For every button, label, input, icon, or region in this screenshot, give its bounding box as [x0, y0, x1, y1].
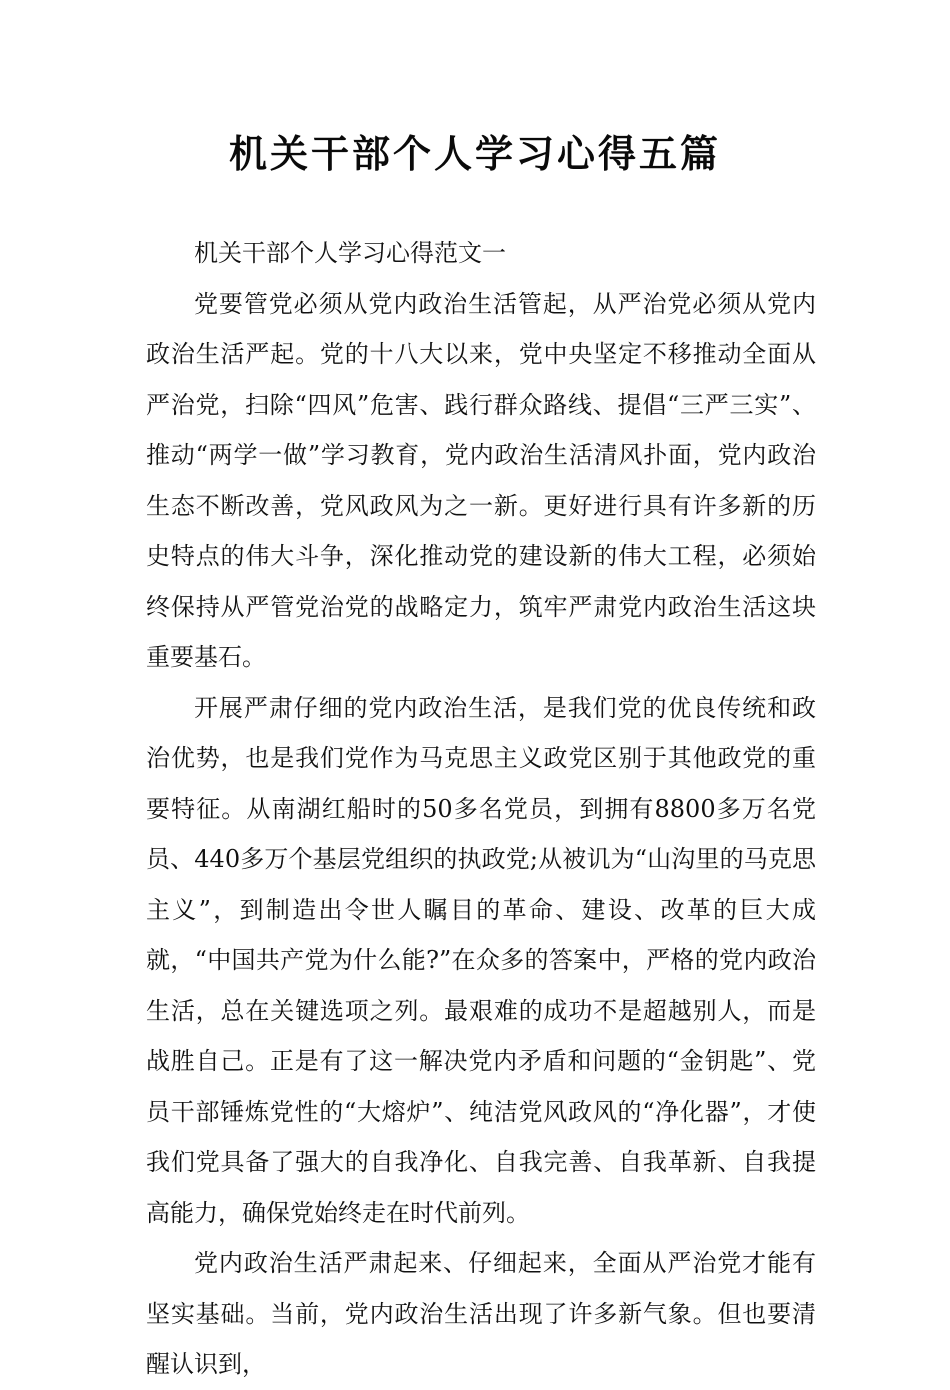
body-paragraph-1: 党要管党必须从党内政治生活管起，从严治党必须从党内政治生活严起。党的十八大以来，党中央坚定不移推动全面从严治党，扫除“四风”危害、践行群众路线、提倡“三严三实”、推动“两学一做”学习教育，党内政治生活清风扑面，党内政治生态不断改善，党风政风为之一新。更好进行具有许多新的历史特点的伟大斗争，深化推动党的建设新的伟大工程，必须始终保持从严管党治党的战略定力，筑牢严肃党内政治生活这块重要基石。: [146, 289, 816, 671]
document-title: 机关干部个人学习心得五篇: [228, 132, 721, 176]
body-paragraph-2: 开展严肃仔细的党内政治生活，是我们党的优良传统和政治优势，也是我们党作为马克思主义政党区别于其他政党的重要特征。从南湖红船时的50多名党员，到拥有8800多万名党员、440多万个基层党组织的执政党;从被讥为“山沟里的马克思主义”，到制造出令世人瞩目的革命、建设、改革的巨大成就，“中国共产党为什么能?”在众多的答案中，严格的党内政治生活，总在关键选项之列。最艰难的成功不是超越别人，而是战胜自己。正是有了这一解决党内矛盾和问题的“金钥匙”、党员干部锤炼党性的“大熔炉”、纯洁党风政风的“净化器”，才使我们党具备了强大的自我净化、自我完善、自我革新、自我提高能力，确保党始终走在时代前列。: [146, 693, 816, 1227]
document-body: [146, 228, 816, 1390]
body-paragraph-3: 党内政治生活严肃起来、仔细起来，全面从严治党才能有坚实基础。当前，党内政治生活出现了许多新气象。但也要清醒认识到，: [146, 1249, 816, 1378]
section-subheading: 机关干部个人学习心得范文一: [194, 239, 506, 267]
